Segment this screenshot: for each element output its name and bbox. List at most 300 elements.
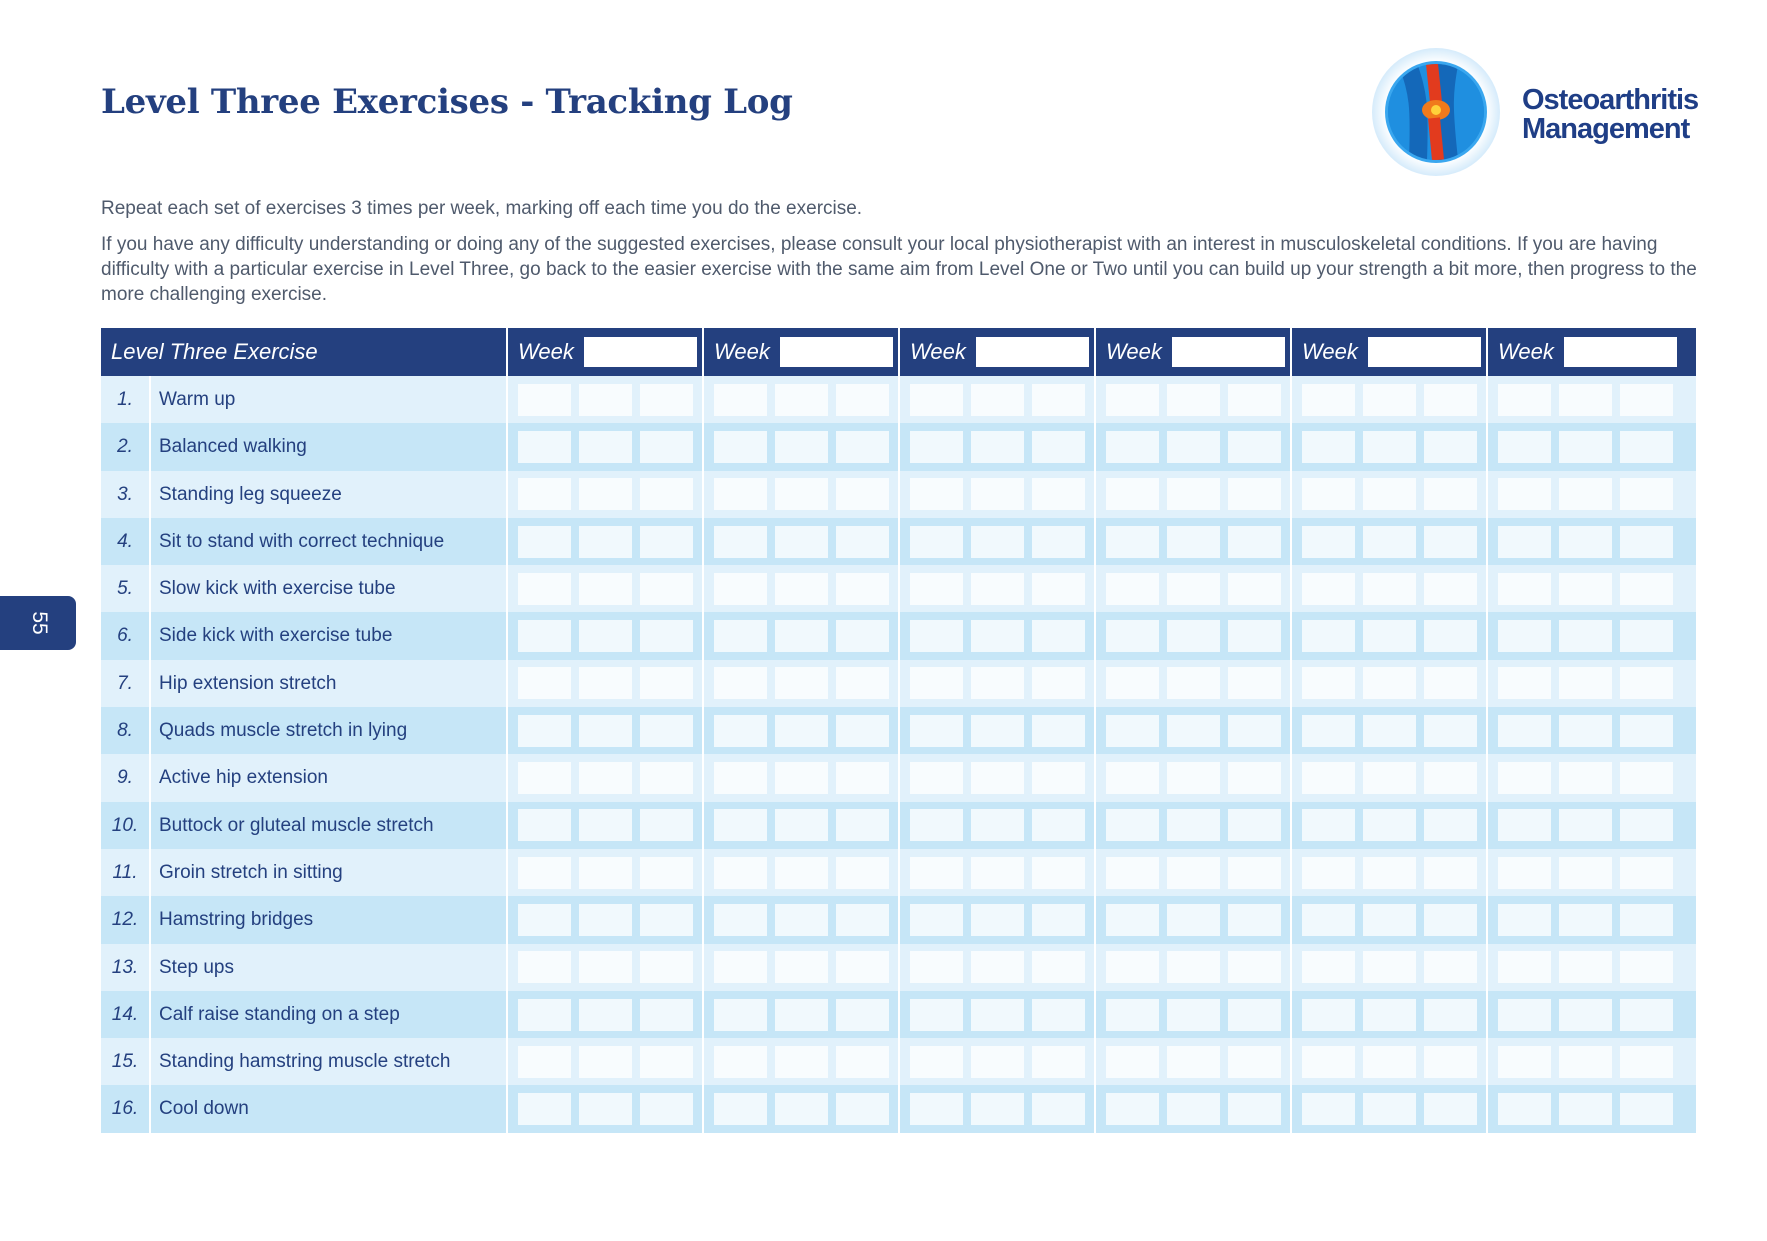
tick-box[interactable] bbox=[836, 384, 889, 416]
tick-box[interactable] bbox=[640, 526, 693, 558]
tick-box[interactable] bbox=[640, 904, 693, 936]
tick-box[interactable] bbox=[579, 715, 632, 747]
tick-box[interactable] bbox=[518, 526, 571, 558]
tick-box[interactable] bbox=[836, 715, 889, 747]
tick-box[interactable] bbox=[971, 762, 1024, 794]
tick-box[interactable] bbox=[640, 667, 693, 699]
tick-box[interactable] bbox=[714, 762, 767, 794]
tick-box[interactable] bbox=[836, 1093, 889, 1125]
tick-box[interactable] bbox=[1167, 620, 1220, 652]
tick-box[interactable] bbox=[518, 999, 571, 1031]
week-4-checkboxes bbox=[1096, 802, 1292, 849]
tick-box[interactable] bbox=[910, 384, 963, 416]
tick-box[interactable] bbox=[971, 951, 1024, 983]
tick-box[interactable] bbox=[1228, 526, 1281, 558]
tick-box[interactable] bbox=[579, 857, 632, 889]
tick-box[interactable] bbox=[1302, 809, 1355, 841]
tick-box[interactable] bbox=[1167, 1093, 1220, 1125]
tick-box[interactable] bbox=[579, 526, 632, 558]
tick-box[interactable] bbox=[971, 715, 1024, 747]
tick-box[interactable] bbox=[1106, 809, 1159, 841]
tick-box[interactable] bbox=[1424, 573, 1477, 605]
tick-box[interactable] bbox=[640, 715, 693, 747]
tick-box[interactable] bbox=[1620, 384, 1673, 416]
tick-box[interactable] bbox=[1106, 431, 1159, 463]
tick-box[interactable] bbox=[1302, 715, 1355, 747]
tick-box[interactable] bbox=[1363, 1046, 1416, 1078]
tick-box[interactable] bbox=[1032, 478, 1085, 510]
tick-box[interactable] bbox=[714, 384, 767, 416]
tick-box[interactable] bbox=[714, 999, 767, 1031]
tick-box[interactable] bbox=[640, 478, 693, 510]
tick-box[interactable] bbox=[579, 478, 632, 510]
tick-box[interactable] bbox=[1032, 1093, 1085, 1125]
tick-box[interactable] bbox=[1498, 715, 1551, 747]
tick-box[interactable] bbox=[1167, 857, 1220, 889]
tick-box[interactable] bbox=[1106, 904, 1159, 936]
tick-box[interactable] bbox=[1620, 431, 1673, 463]
tick-box[interactable] bbox=[1228, 809, 1281, 841]
tick-box[interactable] bbox=[775, 715, 828, 747]
tick-box[interactable] bbox=[1620, 951, 1673, 983]
tick-box[interactable] bbox=[836, 904, 889, 936]
tick-box[interactable] bbox=[836, 620, 889, 652]
tick-box[interactable] bbox=[1363, 526, 1416, 558]
tick-box[interactable] bbox=[1167, 904, 1220, 936]
tick-box[interactable] bbox=[1498, 667, 1551, 699]
tick-box[interactable] bbox=[1363, 431, 1416, 463]
tick-box[interactable] bbox=[910, 715, 963, 747]
tick-box[interactable] bbox=[1498, 762, 1551, 794]
tick-box[interactable] bbox=[1424, 762, 1477, 794]
tick-box[interactable] bbox=[1106, 573, 1159, 605]
tick-box[interactable] bbox=[1424, 857, 1477, 889]
tick-box[interactable] bbox=[1498, 1046, 1551, 1078]
tick-box[interactable] bbox=[910, 526, 963, 558]
tick-box[interactable] bbox=[714, 620, 767, 652]
tick-box[interactable] bbox=[1302, 620, 1355, 652]
tick-box[interactable] bbox=[1498, 620, 1551, 652]
week-6-checkboxes bbox=[1488, 660, 1684, 707]
tick-box[interactable] bbox=[1424, 951, 1477, 983]
tick-box[interactable] bbox=[579, 904, 632, 936]
tick-box[interactable] bbox=[1363, 999, 1416, 1031]
tick-box[interactable] bbox=[1302, 1046, 1355, 1078]
tick-box[interactable] bbox=[714, 715, 767, 747]
tick-box[interactable] bbox=[714, 1046, 767, 1078]
tick-box[interactable] bbox=[836, 857, 889, 889]
tick-box[interactable] bbox=[1559, 573, 1612, 605]
tick-box[interactable] bbox=[1620, 904, 1673, 936]
tick-box[interactable] bbox=[971, 809, 1024, 841]
tick-box[interactable] bbox=[1032, 667, 1085, 699]
week-3-checkboxes bbox=[900, 1038, 1096, 1085]
tick-box[interactable] bbox=[775, 667, 828, 699]
tick-box[interactable] bbox=[1363, 904, 1416, 936]
tick-box[interactable] bbox=[1032, 951, 1085, 983]
tick-box[interactable] bbox=[971, 526, 1024, 558]
tick-box[interactable] bbox=[1106, 857, 1159, 889]
tick-box[interactable] bbox=[1620, 809, 1673, 841]
tick-box[interactable] bbox=[518, 1046, 571, 1078]
tick-box[interactable] bbox=[714, 809, 767, 841]
tick-box[interactable] bbox=[836, 809, 889, 841]
tick-box[interactable] bbox=[518, 857, 571, 889]
tick-box[interactable] bbox=[579, 431, 632, 463]
tick-box[interactable] bbox=[1363, 951, 1416, 983]
tick-box[interactable] bbox=[1559, 857, 1612, 889]
tick-box[interactable] bbox=[579, 951, 632, 983]
tick-box[interactable] bbox=[579, 809, 632, 841]
tick-box[interactable] bbox=[836, 526, 889, 558]
tick-box[interactable] bbox=[1424, 431, 1477, 463]
tick-box[interactable] bbox=[971, 573, 1024, 605]
tick-box[interactable] bbox=[1559, 431, 1612, 463]
tick-box[interactable] bbox=[1032, 762, 1085, 794]
tick-box[interactable] bbox=[971, 904, 1024, 936]
tick-box[interactable] bbox=[836, 1046, 889, 1078]
tick-box[interactable] bbox=[1559, 904, 1612, 936]
tick-box[interactable] bbox=[1167, 478, 1220, 510]
tick-box[interactable] bbox=[1363, 620, 1416, 652]
tick-box[interactable] bbox=[1498, 384, 1551, 416]
tick-box[interactable] bbox=[1498, 857, 1551, 889]
tick-box[interactable] bbox=[971, 667, 1024, 699]
tick-box[interactable] bbox=[1106, 762, 1159, 794]
tick-box[interactable] bbox=[971, 478, 1024, 510]
tick-box[interactable] bbox=[1302, 951, 1355, 983]
tick-box[interactable] bbox=[1620, 526, 1673, 558]
tick-box[interactable] bbox=[1106, 999, 1159, 1031]
table-row bbox=[101, 849, 1696, 896]
tick-box[interactable] bbox=[518, 478, 571, 510]
tick-box[interactable] bbox=[1620, 999, 1673, 1031]
tick-box[interactable] bbox=[1620, 620, 1673, 652]
tick-box[interactable] bbox=[1559, 384, 1612, 416]
week-4-checkboxes bbox=[1096, 1085, 1292, 1132]
tick-box[interactable] bbox=[714, 431, 767, 463]
tick-box[interactable] bbox=[1363, 809, 1416, 841]
tick-box[interactable] bbox=[518, 904, 571, 936]
tick-box[interactable] bbox=[1559, 999, 1612, 1031]
tick-box[interactable] bbox=[1620, 573, 1673, 605]
tick-box[interactable] bbox=[910, 667, 963, 699]
tick-box[interactable] bbox=[1032, 904, 1085, 936]
tick-box[interactable] bbox=[1424, 384, 1477, 416]
tick-box[interactable] bbox=[1032, 715, 1085, 747]
tick-box[interactable] bbox=[579, 1093, 632, 1125]
tick-box[interactable] bbox=[836, 431, 889, 463]
tick-box[interactable] bbox=[1032, 1046, 1085, 1078]
tick-box[interactable] bbox=[714, 526, 767, 558]
tick-box[interactable] bbox=[910, 857, 963, 889]
tick-box[interactable] bbox=[1559, 951, 1612, 983]
tick-box[interactable] bbox=[1559, 762, 1612, 794]
tick-box[interactable] bbox=[1032, 526, 1085, 558]
tick-box[interactable] bbox=[971, 431, 1024, 463]
tick-box[interactable] bbox=[640, 1046, 693, 1078]
tick-box[interactable] bbox=[1302, 384, 1355, 416]
tick-box[interactable] bbox=[1498, 904, 1551, 936]
tick-box[interactable] bbox=[640, 1093, 693, 1125]
tick-box[interactable] bbox=[971, 384, 1024, 416]
tick-box[interactable] bbox=[640, 762, 693, 794]
tick-box[interactable] bbox=[1167, 526, 1220, 558]
tick-box[interactable] bbox=[1559, 526, 1612, 558]
tick-box[interactable] bbox=[1228, 573, 1281, 605]
tick-box[interactable] bbox=[1302, 857, 1355, 889]
tick-box[interactable] bbox=[1228, 951, 1281, 983]
tick-box[interactable] bbox=[836, 951, 889, 983]
tick-box[interactable] bbox=[1424, 999, 1477, 1031]
tick-box[interactable] bbox=[640, 999, 693, 1031]
tick-box[interactable] bbox=[775, 809, 828, 841]
tick-box[interactable] bbox=[1106, 526, 1159, 558]
tick-box[interactable] bbox=[1167, 762, 1220, 794]
tick-box[interactable] bbox=[1032, 573, 1085, 605]
tick-box[interactable] bbox=[971, 620, 1024, 652]
tick-box[interactable] bbox=[640, 573, 693, 605]
tick-box[interactable] bbox=[910, 620, 963, 652]
tick-box[interactable] bbox=[1167, 384, 1220, 416]
tick-box[interactable] bbox=[775, 431, 828, 463]
tick-box[interactable] bbox=[579, 667, 632, 699]
tick-box[interactable] bbox=[775, 904, 828, 936]
tick-box[interactable] bbox=[1363, 715, 1416, 747]
tick-box[interactable] bbox=[775, 478, 828, 510]
tick-box[interactable] bbox=[775, 999, 828, 1031]
tick-box[interactable] bbox=[1167, 573, 1220, 605]
tick-box[interactable] bbox=[775, 951, 828, 983]
tick-box[interactable] bbox=[1424, 809, 1477, 841]
tick-box[interactable] bbox=[1559, 478, 1612, 510]
tick-box[interactable] bbox=[518, 762, 571, 794]
tick-box[interactable] bbox=[1167, 431, 1220, 463]
tick-box[interactable] bbox=[1620, 1046, 1673, 1078]
tick-box[interactable] bbox=[1424, 478, 1477, 510]
tick-box[interactable] bbox=[1424, 715, 1477, 747]
tick-box[interactable] bbox=[1106, 478, 1159, 510]
tick-box[interactable] bbox=[1620, 715, 1673, 747]
tick-box[interactable] bbox=[1167, 715, 1220, 747]
tick-box[interactable] bbox=[714, 904, 767, 936]
tick-box[interactable] bbox=[714, 857, 767, 889]
tick-box[interactable] bbox=[971, 999, 1024, 1031]
tick-box[interactable] bbox=[640, 809, 693, 841]
tick-box[interactable] bbox=[579, 620, 632, 652]
tick-box[interactable] bbox=[910, 573, 963, 605]
tick-box[interactable] bbox=[1302, 478, 1355, 510]
tick-box[interactable] bbox=[910, 762, 963, 794]
tick-box[interactable] bbox=[640, 431, 693, 463]
tick-box[interactable] bbox=[1363, 384, 1416, 416]
tick-box[interactable] bbox=[1228, 478, 1281, 510]
tick-box[interactable] bbox=[1559, 667, 1612, 699]
tick-box[interactable] bbox=[640, 384, 693, 416]
tick-box[interactable] bbox=[1498, 809, 1551, 841]
tick-box[interactable] bbox=[775, 857, 828, 889]
tick-box[interactable] bbox=[1228, 620, 1281, 652]
tick-box[interactable] bbox=[1032, 857, 1085, 889]
tick-box[interactable] bbox=[518, 431, 571, 463]
tick-box[interactable] bbox=[1167, 667, 1220, 699]
tick-box[interactable] bbox=[775, 762, 828, 794]
tick-box[interactable] bbox=[775, 384, 828, 416]
tick-box[interactable] bbox=[1498, 431, 1551, 463]
tick-box[interactable] bbox=[1228, 384, 1281, 416]
tick-box[interactable] bbox=[518, 1093, 571, 1125]
tick-box[interactable] bbox=[1620, 478, 1673, 510]
tick-box[interactable] bbox=[775, 1093, 828, 1125]
tick-box[interactable] bbox=[971, 1093, 1024, 1125]
tick-box[interactable] bbox=[910, 1093, 963, 1125]
tick-box[interactable] bbox=[1363, 1093, 1416, 1125]
tick-box[interactable] bbox=[1106, 384, 1159, 416]
tick-box[interactable] bbox=[836, 573, 889, 605]
tick-box[interactable] bbox=[1228, 1093, 1281, 1125]
tick-box[interactable] bbox=[1424, 667, 1477, 699]
tick-box[interactable] bbox=[1228, 904, 1281, 936]
week-date-field[interactable] bbox=[780, 337, 893, 367]
tick-box[interactable] bbox=[518, 384, 571, 416]
tick-box[interactable] bbox=[640, 951, 693, 983]
tick-box[interactable] bbox=[1424, 526, 1477, 558]
tick-box[interactable] bbox=[910, 1046, 963, 1078]
tick-box[interactable] bbox=[1559, 715, 1612, 747]
tick-box[interactable] bbox=[971, 857, 1024, 889]
tick-box[interactable] bbox=[1032, 809, 1085, 841]
tick-box[interactable] bbox=[1106, 1093, 1159, 1125]
tick-box[interactable] bbox=[1620, 1093, 1673, 1125]
tick-box[interactable] bbox=[518, 667, 571, 699]
tick-box[interactable] bbox=[1498, 999, 1551, 1031]
tick-box[interactable] bbox=[910, 478, 963, 510]
tick-box[interactable] bbox=[1302, 1093, 1355, 1125]
tick-box[interactable] bbox=[1228, 667, 1281, 699]
tick-box[interactable] bbox=[714, 573, 767, 605]
tick-box[interactable] bbox=[579, 384, 632, 416]
tick-box[interactable] bbox=[1228, 431, 1281, 463]
tick-box[interactable] bbox=[1559, 1046, 1612, 1078]
tick-box[interactable] bbox=[1106, 951, 1159, 983]
tick-box[interactable] bbox=[1363, 857, 1416, 889]
tick-box[interactable] bbox=[1106, 667, 1159, 699]
tick-box[interactable] bbox=[775, 526, 828, 558]
tick-box[interactable] bbox=[518, 573, 571, 605]
tick-box[interactable] bbox=[1228, 857, 1281, 889]
tick-box[interactable] bbox=[1032, 384, 1085, 416]
week-date-field[interactable] bbox=[1368, 337, 1481, 367]
tick-box[interactable] bbox=[1228, 1046, 1281, 1078]
tick-box[interactable] bbox=[579, 762, 632, 794]
tick-box[interactable] bbox=[1032, 999, 1085, 1031]
tick-box[interactable] bbox=[1167, 999, 1220, 1031]
tick-box[interactable] bbox=[836, 762, 889, 794]
tick-box[interactable] bbox=[836, 999, 889, 1031]
tick-box[interactable] bbox=[1106, 1046, 1159, 1078]
tick-box[interactable] bbox=[1228, 999, 1281, 1031]
tick-box[interactable] bbox=[1167, 951, 1220, 983]
week-date-field[interactable] bbox=[1172, 337, 1285, 367]
tick-box[interactable] bbox=[714, 478, 767, 510]
tick-box[interactable] bbox=[518, 951, 571, 983]
tick-box[interactable] bbox=[910, 431, 963, 463]
tick-box[interactable] bbox=[518, 715, 571, 747]
tick-box[interactable] bbox=[518, 809, 571, 841]
tick-box[interactable] bbox=[714, 951, 767, 983]
tick-box[interactable] bbox=[1302, 573, 1355, 605]
tick-box[interactable] bbox=[1302, 431, 1355, 463]
tick-box[interactable] bbox=[1424, 1093, 1477, 1125]
tick-box[interactable] bbox=[1424, 904, 1477, 936]
tick-box[interactable] bbox=[910, 999, 963, 1031]
tick-box[interactable] bbox=[1424, 620, 1477, 652]
tick-box[interactable] bbox=[775, 573, 828, 605]
tick-box[interactable] bbox=[1363, 573, 1416, 605]
tick-box[interactable] bbox=[775, 620, 828, 652]
tick-box[interactable] bbox=[910, 809, 963, 841]
week-date-field[interactable] bbox=[976, 337, 1089, 367]
tick-box[interactable] bbox=[1032, 620, 1085, 652]
tick-box[interactable] bbox=[1620, 857, 1673, 889]
tick-box[interactable] bbox=[579, 573, 632, 605]
tick-box[interactable] bbox=[1498, 526, 1551, 558]
tick-box[interactable] bbox=[1302, 526, 1355, 558]
tick-box[interactable] bbox=[1228, 715, 1281, 747]
tick-box[interactable] bbox=[1302, 667, 1355, 699]
tick-box[interactable] bbox=[1498, 951, 1551, 983]
tick-box[interactable] bbox=[640, 620, 693, 652]
tick-box[interactable] bbox=[1363, 762, 1416, 794]
tick-box[interactable] bbox=[1228, 762, 1281, 794]
tick-box[interactable] bbox=[1498, 478, 1551, 510]
tick-box[interactable] bbox=[1559, 620, 1612, 652]
week-date-field[interactable] bbox=[1564, 337, 1677, 367]
tick-box[interactable] bbox=[1559, 1093, 1612, 1125]
tick-box[interactable] bbox=[640, 857, 693, 889]
tick-box[interactable] bbox=[1559, 809, 1612, 841]
tick-box[interactable] bbox=[1498, 573, 1551, 605]
tick-box[interactable] bbox=[1302, 999, 1355, 1031]
tick-box[interactable] bbox=[910, 904, 963, 936]
tick-box[interactable] bbox=[1302, 904, 1355, 936]
tick-box[interactable] bbox=[579, 1046, 632, 1078]
tick-box[interactable] bbox=[836, 667, 889, 699]
tick-box[interactable] bbox=[971, 1046, 1024, 1078]
week-date-field[interactable] bbox=[584, 337, 697, 367]
tick-box[interactable] bbox=[775, 1046, 828, 1078]
tick-box[interactable] bbox=[1106, 620, 1159, 652]
tick-box[interactable] bbox=[1424, 1046, 1477, 1078]
tick-box[interactable] bbox=[1167, 809, 1220, 841]
tick-box[interactable] bbox=[1363, 478, 1416, 510]
tick-box[interactable] bbox=[910, 951, 963, 983]
tick-box[interactable] bbox=[836, 478, 889, 510]
tick-box[interactable] bbox=[1620, 762, 1673, 794]
tick-box[interactable] bbox=[579, 999, 632, 1031]
tick-box[interactable] bbox=[1620, 667, 1673, 699]
tick-box[interactable] bbox=[1032, 431, 1085, 463]
tick-box[interactable] bbox=[714, 667, 767, 699]
tick-box[interactable] bbox=[1302, 762, 1355, 794]
tick-box[interactable] bbox=[1363, 667, 1416, 699]
week-1-checkboxes bbox=[508, 707, 704, 754]
tick-box[interactable] bbox=[714, 1093, 767, 1125]
tick-box[interactable] bbox=[518, 620, 571, 652]
tick-box[interactable] bbox=[1167, 1046, 1220, 1078]
tick-box[interactable] bbox=[1106, 715, 1159, 747]
tick-box[interactable] bbox=[1498, 1093, 1551, 1125]
